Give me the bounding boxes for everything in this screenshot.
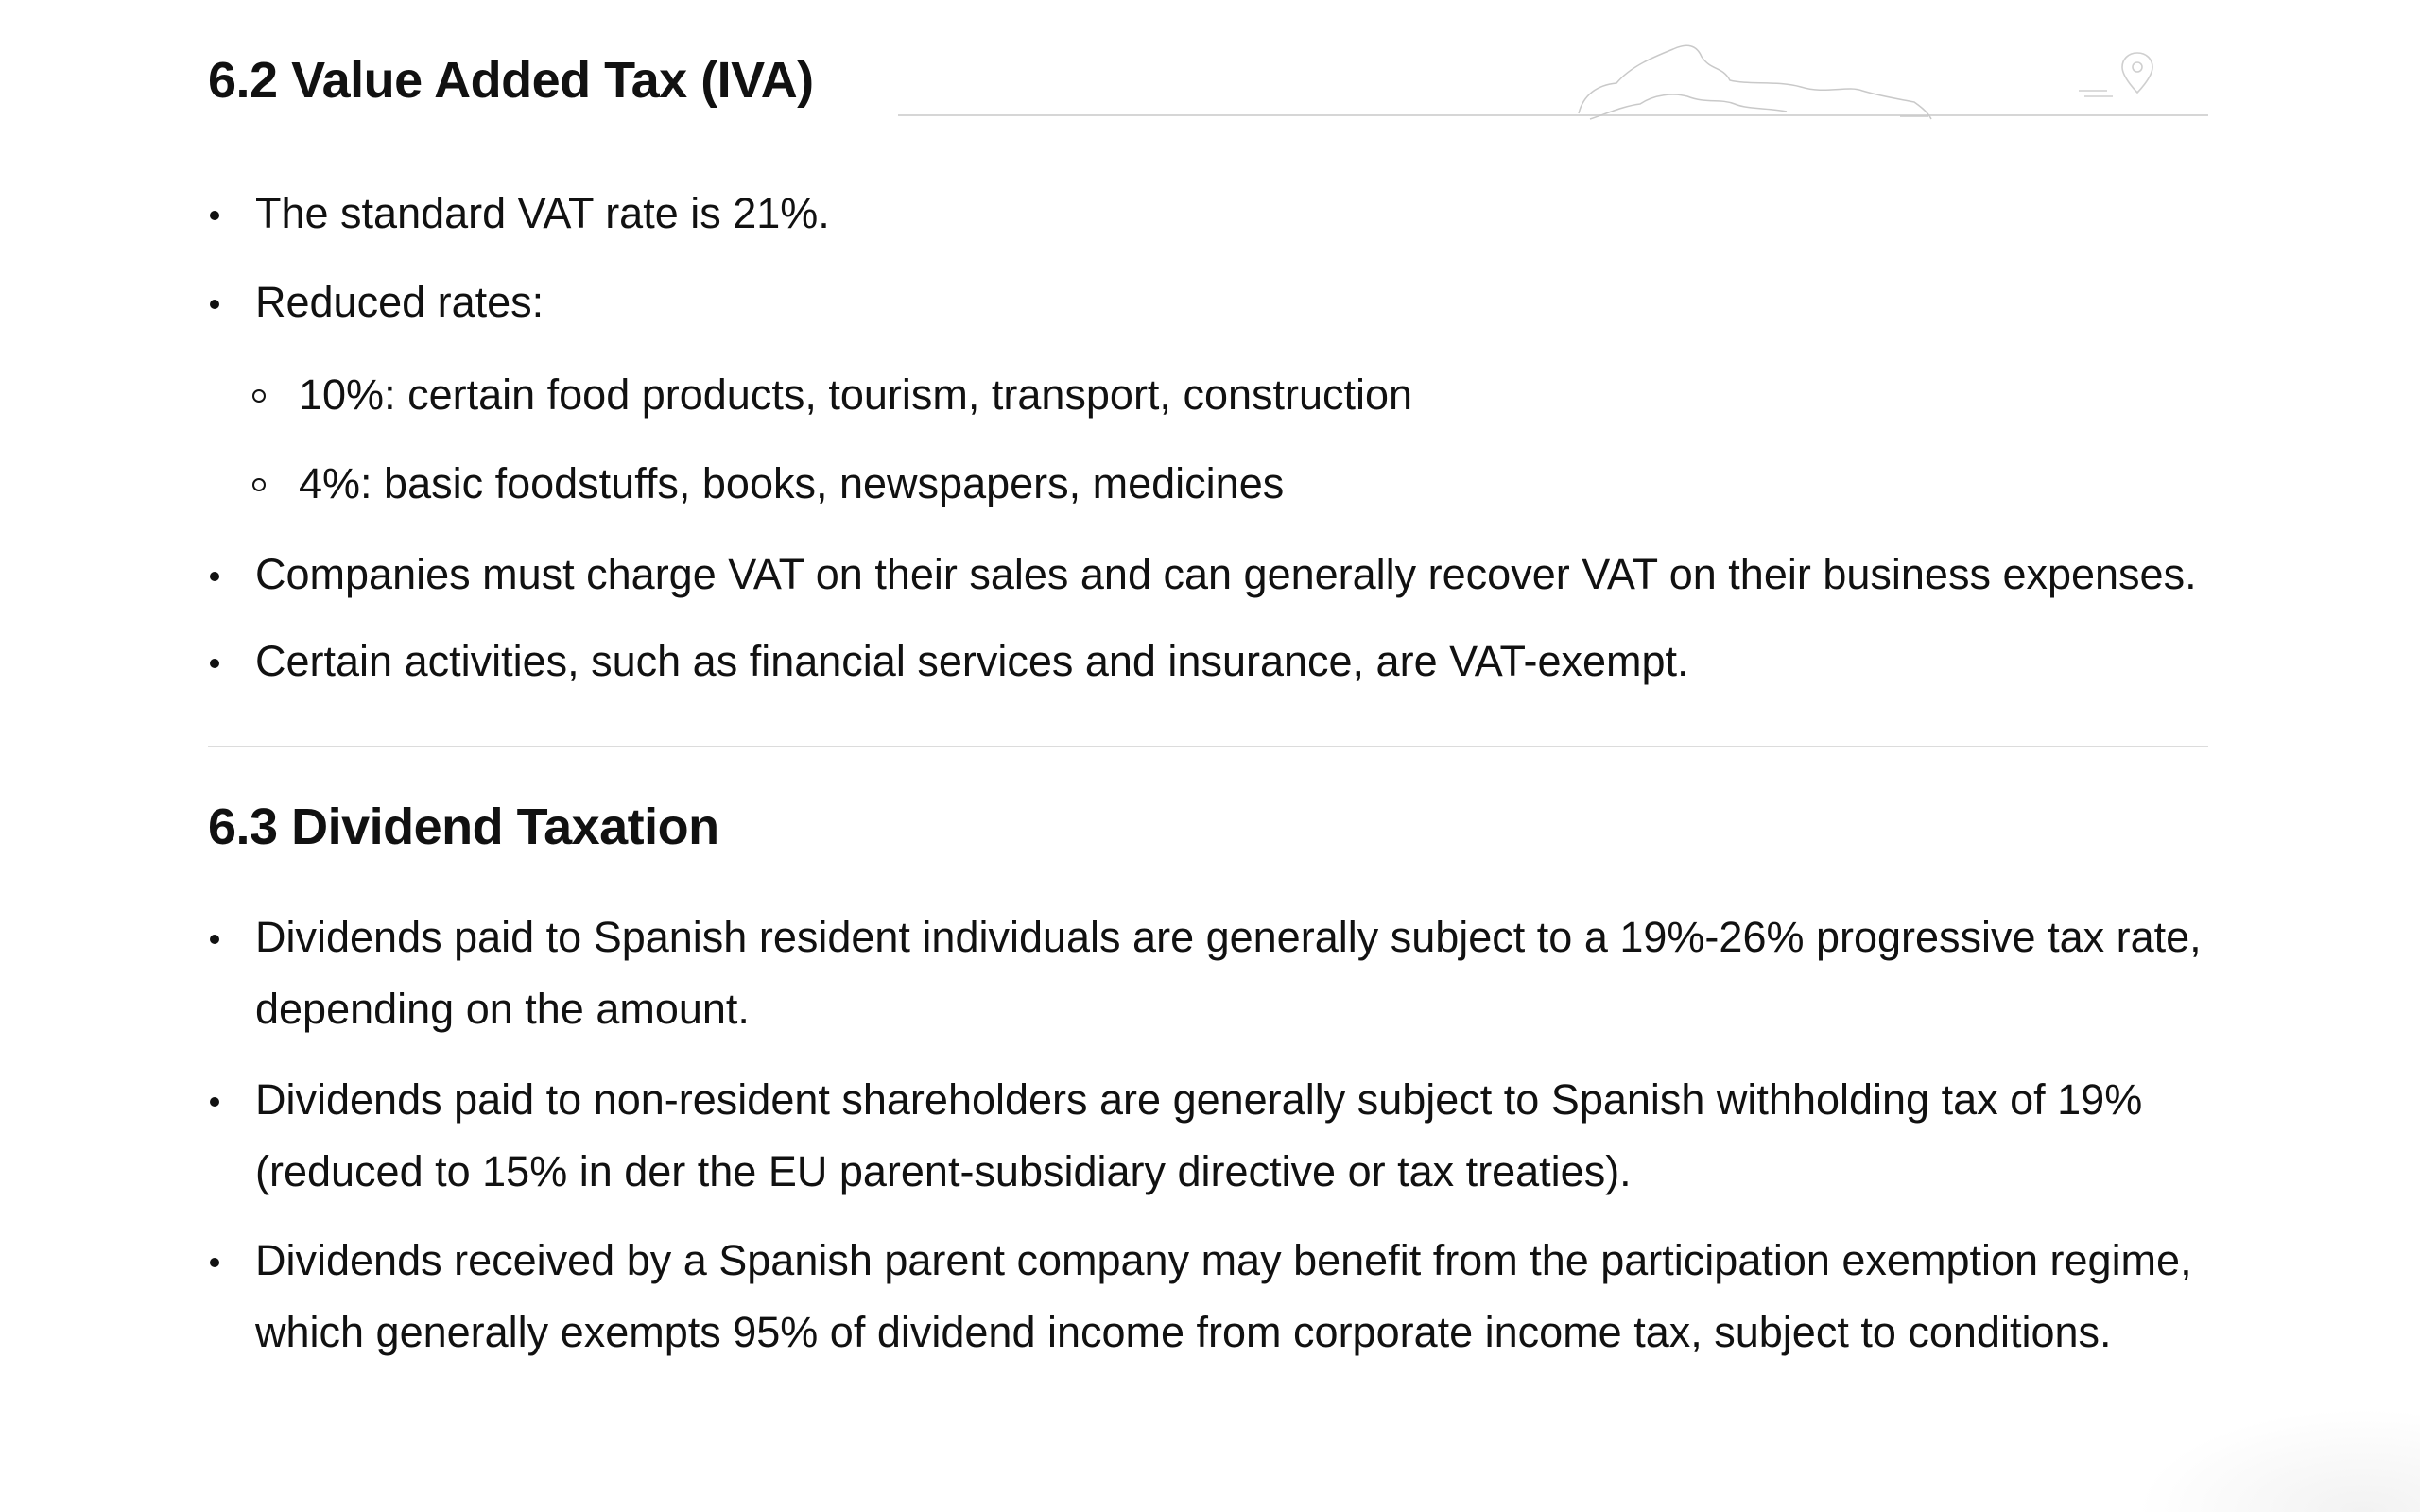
- section-heading: 6.3 Dividend Taxation: [208, 799, 719, 855]
- sub-list-item: [208, 359, 2208, 431]
- vat-list: [208, 178, 2208, 697]
- section-dividend: [208, 801, 2208, 1368]
- list-item-text: Dividends paid to non-resident shareholders are generally subject to Spanish withholding tax of 19% (reduced to 15% in der the EU parent-subsidiary directive or tax treaties).: [255, 1075, 2143, 1195]
- section-heading: 6.2 Value Added Tax (IVA): [208, 52, 814, 109]
- list-item: [208, 539, 2203, 610]
- dividend-list: [208, 902, 2208, 1368]
- section-vat: [208, 0, 2208, 697]
- list-item: [208, 1064, 2203, 1208]
- footer-glow: [2136, 1408, 2420, 1512]
- list-item-text: Reduced rates:: [255, 278, 544, 326]
- document-page: [208, 0, 2208, 1512]
- sub-list-item-text: 4%: basic foodstuffs, books, newspapers, medicines: [299, 459, 1285, 507]
- list-item-text: Certain activities, such as financial services and insurance, are VAT-exempt.: [255, 637, 1689, 685]
- list-item: [208, 626, 2203, 697]
- list-item-text: Companies must charge VAT on their sales and can generally recover VAT on their business expenses.: [255, 550, 2197, 598]
- list-item: [208, 178, 2203, 249]
- location-pin-icon: [2075, 49, 2160, 106]
- list-item: [208, 1225, 2203, 1368]
- list-item: [208, 266, 2203, 338]
- list-item-text: The standard VAT rate is 21%.: [255, 189, 830, 237]
- sub-list-item: [208, 448, 2208, 520]
- list-item-text: Dividends paid to Spanish resident individuals are generally subject to a 19%-26% progressive tax rate, depending on the amount.: [255, 913, 2202, 1033]
- sub-list-item-text: 10%: certain food products, tourism, transport, construction: [299, 370, 1413, 419]
- section-divider: [208, 746, 2208, 747]
- heading-row-vat: [208, 0, 2208, 123]
- list-item-text: Dividends received by a Spanish parent company may benefit from the participation exemption regime, which generally exempts 95% of dividend income from corporate income tax, subject to conditions.: [255, 1236, 2192, 1356]
- list-item: [208, 902, 2203, 1045]
